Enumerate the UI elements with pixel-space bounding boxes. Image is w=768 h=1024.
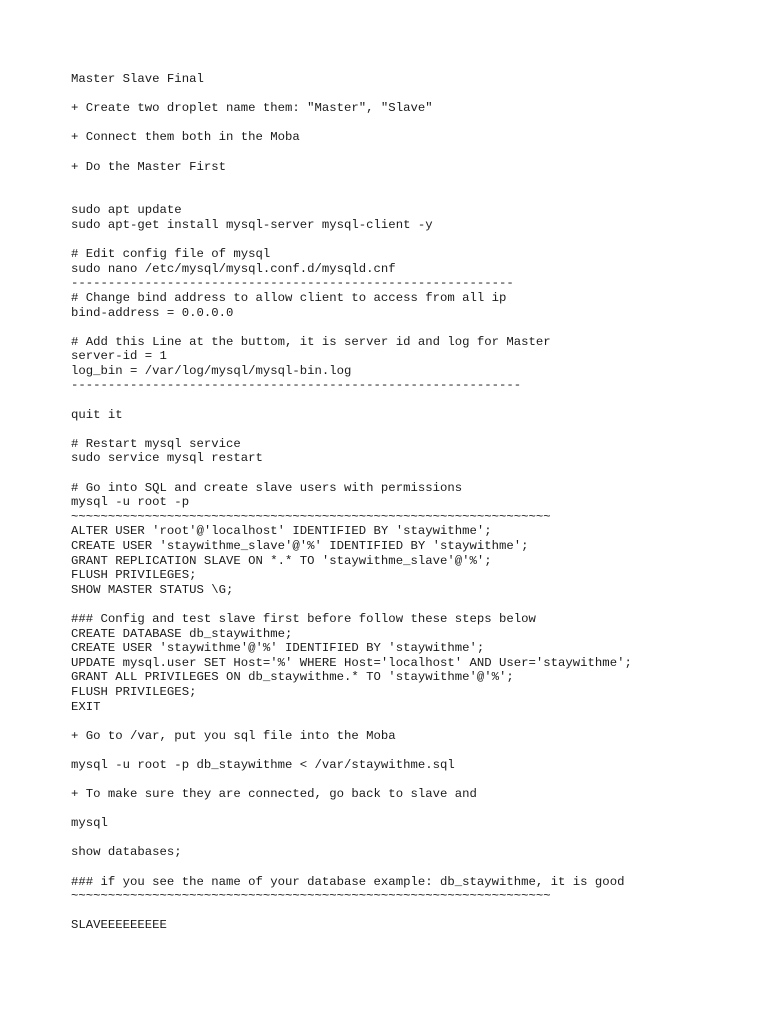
text-line: mysql -u root -p — [71, 495, 190, 510]
blank-line — [71, 145, 761, 160]
blank-line — [71, 87, 761, 102]
text-line: FLUSH PRIVILEGES; — [71, 568, 197, 583]
text-line: ### if you see the name of your database example: db_staywithme, it is good — [71, 874, 625, 889]
text-line: # Go into SQL and create slave users with permissions — [71, 480, 463, 495]
text-line: log_bin = /var/log/mysql/mysql-bin.log — [71, 363, 352, 378]
blank-line — [71, 904, 761, 919]
text-line: # Edit config file of mysql — [71, 247, 271, 262]
text-line: UPDATE mysql.user SET Host='%' WHERE Host='localhost' AND User='staywithme'; — [71, 655, 632, 670]
text-line: # Add this Line at the buttom, it is server id and log for Master — [71, 334, 551, 349]
text-line: + Connect them both in the Moba — [71, 130, 300, 145]
text-line: GRANT ALL PRIVILEGES ON db_staywithme.* TO 'staywithme'@'%'; — [71, 670, 514, 685]
text-line: EXIT — [71, 699, 101, 714]
text-line: + Go to /var, put you sql file into the Moba — [71, 728, 396, 743]
text-line: SHOW MASTER STATUS \G; — [71, 582, 234, 597]
text-line: sudo apt update — [71, 203, 182, 218]
text-line: CREATE USER 'staywithme'@'%' IDENTIFIED BY 'staywithme'; — [71, 641, 485, 656]
text-line: sudo apt-get install mysql-server mysql-client -y — [71, 217, 433, 232]
blank-line — [71, 831, 761, 846]
text-line: + Do the Master First — [71, 159, 226, 174]
text-line: show databases; — [71, 845, 182, 860]
text-line: ------------------------------------------------------------- — [71, 378, 522, 393]
text-line: ~~~~~~~~~~~~~~~~~~~~~~~~~~~~~~~~~~~~~~~~~~~~~~~~~~~~~~~~~~~~~~~~~ — [71, 889, 551, 904]
blank-line — [71, 466, 761, 481]
text-line: ------------------------------------------------------------ — [71, 276, 514, 291]
text-line: CREATE DATABASE db_staywithme; — [71, 626, 293, 641]
blank-line — [71, 320, 761, 335]
text-line: mysql — [71, 816, 108, 831]
blank-line — [71, 743, 761, 758]
blank-line — [71, 860, 761, 875]
text-line: + To make sure they are connected, go back to slave and — [71, 787, 477, 802]
blank-line — [71, 393, 761, 408]
blank-line — [71, 422, 761, 437]
text-line: sudo service mysql restart — [71, 451, 263, 466]
blank-line — [71, 189, 761, 204]
text-line: ~~~~~~~~~~~~~~~~~~~~~~~~~~~~~~~~~~~~~~~~~~~~~~~~~~~~~~~~~~~~~~~~~ — [71, 509, 551, 524]
blank-line — [71, 116, 761, 131]
text-line: SLAVEEEEEEEEE — [71, 918, 167, 933]
blank-line — [71, 714, 761, 729]
text-line: ### Config and test slave first before follow these steps below — [71, 611, 536, 626]
text-line: server-id = 1 — [71, 349, 167, 364]
blank-line — [71, 233, 761, 248]
text-line: Master Slave Final — [71, 72, 204, 86]
text-line: + Create two droplet name them: "Master", "Slave" — [71, 101, 433, 116]
blank-line — [71, 597, 761, 612]
text-line: # Change bind address to allow client to access from all ip — [71, 290, 507, 305]
text-line: ALTER USER 'root'@'localhost' IDENTIFIED BY 'staywithme'; — [71, 524, 492, 539]
text-line: bind-address = 0.0.0.0 — [71, 305, 234, 320]
text-line: quit it — [71, 407, 123, 422]
blank-line — [71, 773, 761, 788]
text-line: CREATE USER 'staywithme_slave'@'%' IDENTIFIED BY 'staywithme'; — [71, 539, 529, 553]
document-text — [71, 72, 761, 933]
text-line: FLUSH PRIVILEGES; — [71, 684, 197, 699]
blank-line — [71, 174, 761, 189]
text-line: GRANT REPLICATION SLAVE ON *.* TO 'staywithme_slave'@'%'; — [71, 553, 492, 568]
blank-line — [71, 802, 761, 817]
text-line: sudo nano /etc/mysql/mysql.conf.d/mysqld.cnf — [71, 261, 396, 276]
text-line: mysql -u root -p db_staywithme < /var/staywithme.sql — [71, 757, 455, 772]
text-line: # Restart mysql service — [71, 436, 241, 451]
